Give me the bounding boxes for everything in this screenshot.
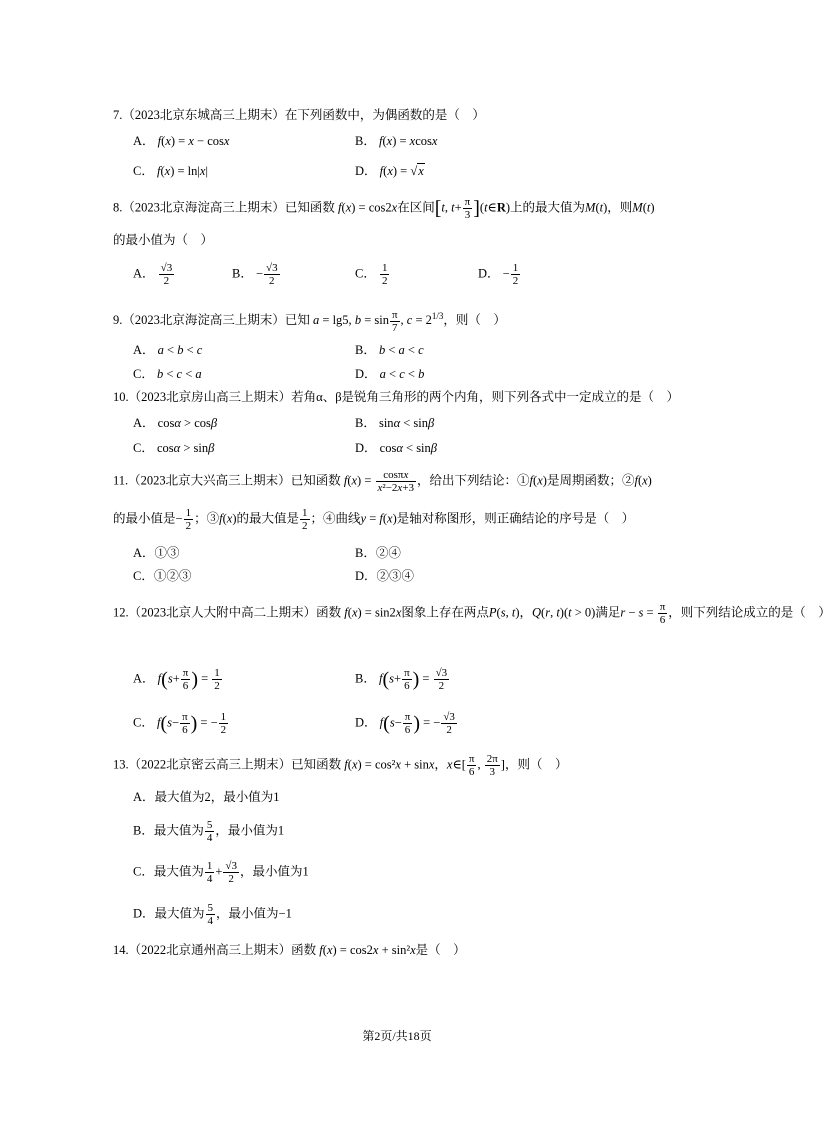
q12-option-d: D． f(s− $\frac{\pi}{6}$ ) = − $\frac{√3}{2}$	[355, 711, 455, 736]
question-8-cont: 的最小值为（ ）	[113, 233, 214, 247]
q8-option-b: B． − $\frac{√3}{2}$	[232, 262, 278, 287]
q13-option-a: A．最大值为2，最小值为1	[133, 790, 280, 804]
q13-option-b: B．最大值为 $\frac{5}{4}$ ，最小值为1	[133, 819, 285, 844]
q12-option-b: B． f(s+ $\frac{\pi}{6}$ ) = $\frac{√3}{2}$	[355, 667, 448, 692]
q9-option-b: B． b < a < c	[355, 343, 424, 357]
q9-option-a: A． a < b < c	[133, 343, 203, 357]
page-footer: 第2页/共18页	[362, 1029, 432, 1043]
q12-option-a: A． f(s+ $\frac{\pi}{6}$ ) = $\frac{1}{2}$	[133, 667, 220, 692]
q13-option-c: C．最大值为 $\frac{1}{4}$ + $\frac{√3}{2}$ ，最小值为1	[133, 860, 309, 885]
q10-option-d: D． cosα < sinβ	[355, 441, 438, 455]
q7-option-b: B． f(x) = xcosx	[355, 134, 438, 148]
question-11-cont: 的最小值是− $\frac{1}{2}$ ；③f(x)的最大值是 $\frac{1}{2}$ ；④曲线y = f(x)是轴对称图形，则正确结论的序号是（ ）	[113, 507, 635, 532]
q7-option-a: A． f(x) = x − cosx	[133, 134, 230, 148]
question-14: 14.（2022北京通州高三上期末）函数 f(x) = cos2x + sin²x是（ ）	[113, 943, 466, 957]
q7-option-c: C． f(x) = ln|x|	[133, 164, 208, 178]
q8-option-c: C． $\frac{1}{2}$	[355, 262, 388, 287]
q9-option-d: D． a < c < b	[355, 367, 425, 381]
q10-option-c: C． cosα > sinβ	[133, 441, 215, 455]
q10-option-a: A． cosα > cosβ	[133, 416, 218, 430]
question-10: 10.（2023北京房山高三上期末）若角α、β是锐角三角形的两个内角，则下列各式中一定成立的是（ ）	[113, 390, 680, 404]
question-13: 13.（2022北京密云高三上期末）已知函数 f(x) = cos²x + sinx，x∈[ $\frac{\pi}{6}$ , $\frac{2\pi}{3}$ ]，则（ ）	[113, 753, 568, 778]
q12-option-c: C． f(s− $\frac{\pi}{6}$ ) = − $\frac{1}{2}$	[133, 711, 227, 736]
q8-option-d: D． − $\frac{1}{2}$	[478, 262, 519, 287]
q11-option-b: B．②④	[355, 546, 401, 560]
q11-option-a: A．①③	[133, 546, 180, 560]
q9-option-c: C． b < c < a	[133, 367, 202, 381]
q11-option-c: C．①②③	[133, 569, 192, 583]
question-7: 7.（2023北京东城高三上期末）在下列函数中，为偶函数的是（ ）	[113, 108, 485, 122]
question-9: 9.（2023北京海淀高三上期末）已知 a = lg5, b = sin $\frac{\pi}{7}$ , $c = 2^{1/3}$，则（ ）	[113, 308, 506, 334]
question-12: 12.（2023北京人大附中高二上期末）函数 f(x) = sin2x图象上存在两点P(s, t)，Q(r, t)(t > 0)满足r − s = $\frac{\pi}{6}$ ，则下列结论成立的是（ ）	[113, 601, 831, 626]
q13-option-d: D．最大值为 $\frac{5}{4}$ ，最小值为−1	[133, 902, 292, 927]
question-8: 8.（2023北京海淀高三上期末）已知函数 f(x) = cos2x在区间[t, t+ $\frac{\pi}{3}$ ](t∈R)上的最大值为M(t)，则M(t)	[113, 196, 655, 221]
question-11: 11.（2023北京大兴高三上期末）已知函数 f(x) = $\frac{\cos\pi x}{\text{x²−2x+3}}$ ，给出下列结论：①f(x)是周期函数；②f(x)	[113, 469, 652, 494]
q7-option-d: D． f(x) = √x	[355, 164, 424, 178]
q11-option-d: D．②③④	[355, 569, 415, 583]
q10-option-b: B． sinα < sinβ	[355, 416, 435, 430]
q8-option-a: A． $\frac{√3}{2}$	[133, 262, 173, 287]
